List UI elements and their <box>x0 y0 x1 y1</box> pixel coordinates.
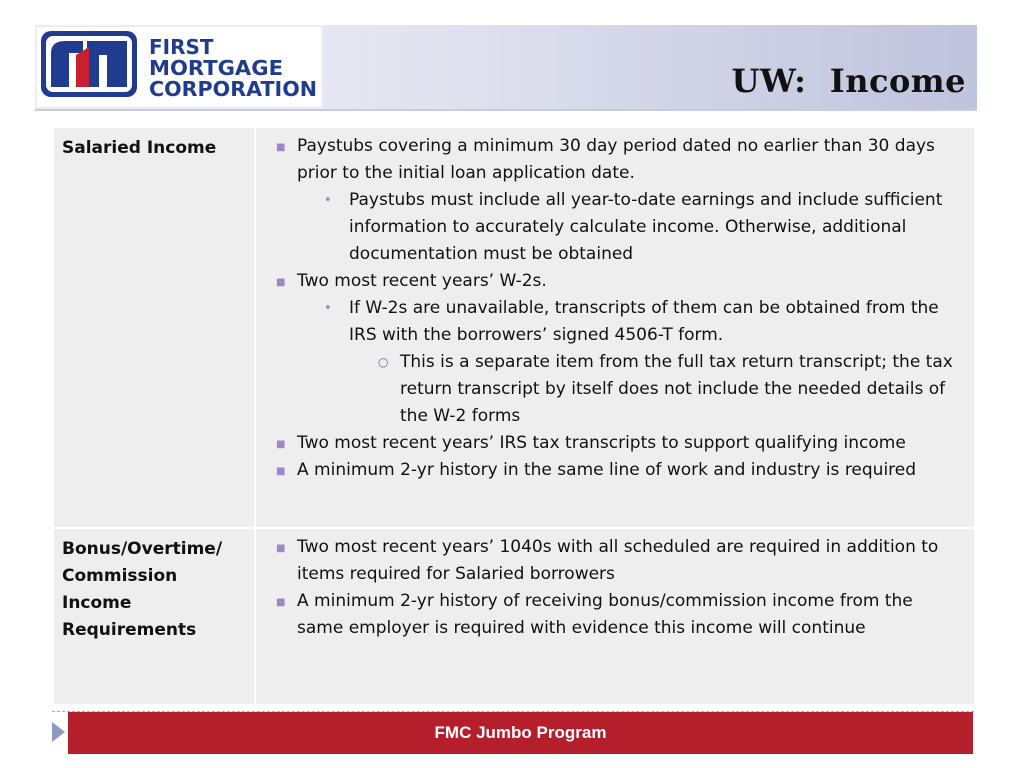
requirements-table <box>52 126 976 706</box>
slide-title: UW: Income <box>731 62 966 100</box>
list-item: ■ Two most recent years’ W-2s. <box>266 268 962 295</box>
footer-bar <box>68 712 973 754</box>
company-logo <box>35 25 323 109</box>
square-bullet-icon: ■ <box>276 142 286 153</box>
title-underline <box>35 109 977 111</box>
f1-logo-mark <box>41 31 137 97</box>
square-bullet-icon: ■ <box>276 543 286 554</box>
dot-bullet-icon: • <box>324 301 332 316</box>
list-item: ○ This is a separate item from the full tax return transcript; the tax return transcript by itself does not include the needed details of the W-2 forms <box>266 349 962 430</box>
footer-text: FMC Jumbo Program <box>434 723 607 742</box>
row-label: Salaried Income <box>53 127 255 528</box>
row-content <box>255 528 975 705</box>
row-label: Bonus/Overtime/ Commission Income Requirements <box>53 528 255 705</box>
square-bullet-icon: ■ <box>276 277 286 288</box>
square-bullet-icon: ■ <box>276 597 286 608</box>
circle-bullet-icon: ○ <box>378 355 389 369</box>
list-item: • Paystubs must include all year-to-date earnings and include sufficient information to accurately calculate income. Otherwise, additional documentation must be obtained <box>266 187 962 268</box>
list-item: ■ A minimum 2-yr history in the same line of work and industry is required <box>266 457 962 484</box>
logo-line-1: FIRST <box>149 35 214 59</box>
table-row <box>53 528 975 705</box>
dot-bullet-icon: • <box>324 193 332 208</box>
square-bullet-icon: ■ <box>276 466 286 477</box>
list-item: ■ A minimum 2-yr history of receiving bonus/commission income from the same employer is required with evidence this income will continue <box>276 591 913 638</box>
list-item: • If W-2s are unavailable, transcripts of them can be obtained from the IRS with the borrowers’ signed 4506-T form. <box>266 295 962 349</box>
list-item: ■ Paystubs covering a minimum 30 day period dated no earlier than 30 days prior to the initial loan application date. <box>276 136 935 183</box>
square-bullet-icon: ■ <box>276 439 286 450</box>
list-item: ■ Two most recent years’ 1040s with all scheduled are required in addition to items required for Salaried borrowers <box>276 537 939 584</box>
row-content <box>255 127 975 528</box>
list-item: ■ Two most recent years’ IRS tax transcripts to support qualifying income <box>266 430 962 457</box>
table-row <box>53 127 975 528</box>
footer-arrow-icon <box>52 722 65 742</box>
logo-line-2: MORTGAGE <box>149 56 283 80</box>
logo-line-3: CORPORATION <box>149 77 317 101</box>
